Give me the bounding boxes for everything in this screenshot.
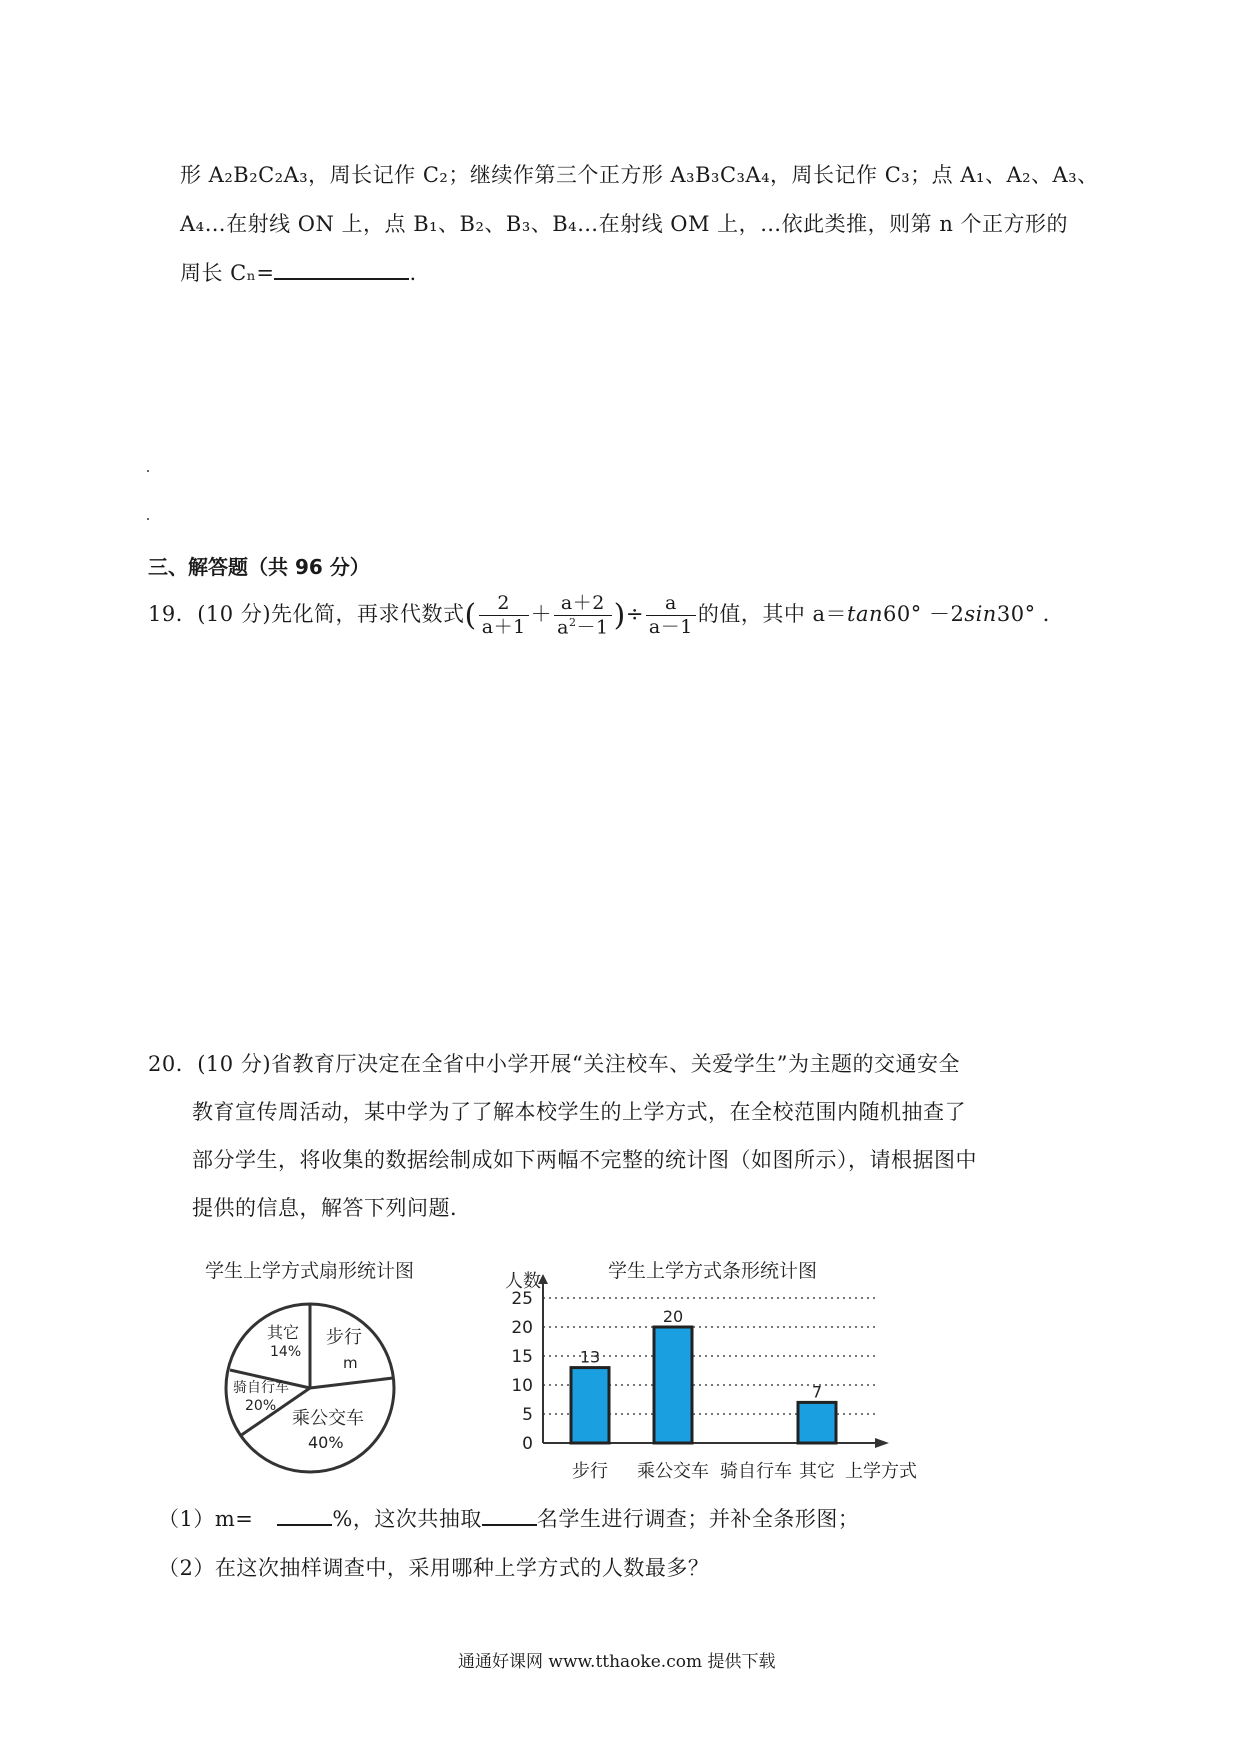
bar-data-label: 20 <box>662 1307 684 1326</box>
fraction-2-numerator: a＋2 <box>560 592 605 614</box>
section-heading-text: 三、解答题（共 96 分） <box>148 555 370 579</box>
problem19-end: ． <box>1035 601 1065 626</box>
q1-part-a: （1）m= <box>158 1507 254 1531</box>
bar <box>571 1368 609 1443</box>
bar-chart-title-text: 学生上学方式条形统计图 <box>608 1260 818 1282</box>
division-sign: ÷ <box>625 601 644 626</box>
q2-text: （2）在这次抽样调查中，采用哪种上学方式的人数最多？ <box>158 1556 710 1580</box>
problem19-prefix: (10 分)先化简，再求代数式 <box>197 601 465 626</box>
bar-chart-ylabel: 人数 <box>505 1271 541 1292</box>
problem20-q2 <box>158 1552 709 1582</box>
fraction-1 <box>479 592 529 639</box>
footer-text: 通通好课网 www.tthaoke.com 提供下载 <box>458 1652 776 1672</box>
answer-blank-m <box>277 1508 332 1526</box>
problem18-line2-text: A₄…在射线 ON 上，点 B₁、B₂、B₃、B₄…在射线 OM 上，…依此类推，则第 n 个正方形的 <box>180 212 1069 236</box>
answer-blank <box>274 262 409 280</box>
y-tick-label: 0 <box>522 1434 533 1454</box>
problem20-line1 <box>148 1048 960 1078</box>
y-tick-label: 20 <box>511 1318 533 1338</box>
problem19-suffix: 的值，其中 a＝ <box>697 601 848 626</box>
problem20-q1 <box>158 1503 859 1533</box>
problem20-line3 <box>192 1144 977 1174</box>
answer-blank-total <box>482 1508 537 1526</box>
sin-argument: 30° <box>996 601 1036 626</box>
bar <box>654 1327 692 1443</box>
pie-slice-label-bike: 骑自行车 <box>233 1380 289 1396</box>
bar <box>798 1402 836 1443</box>
pie-slice-label-walk: 步行 <box>326 1327 362 1348</box>
bar-data-label: 7 <box>811 1382 823 1402</box>
x-category-label: 步行 <box>572 1461 608 1482</box>
pie-slice-value-other: 14% <box>270 1344 302 1360</box>
tan-argument: 60° <box>883 601 922 626</box>
fraction-1-numerator: 2 <box>497 592 510 615</box>
problem20-number: 20． <box>148 1052 198 1076</box>
fraction-3 <box>646 592 696 639</box>
x-axis-arrow <box>875 1438 889 1448</box>
problem19 <box>148 592 1064 639</box>
x-category-label: 乘公交车 <box>637 1461 709 1482</box>
tan-function: tan <box>847 601 884 626</box>
fraction-2-denominator <box>554 615 611 639</box>
problem18-line2 <box>180 208 1068 238</box>
problem19-number: 19． <box>148 601 198 626</box>
pie-slice-value-bus: 40% <box>308 1433 344 1452</box>
close-paren: ) <box>613 597 626 633</box>
fraction-2 <box>554 592 611 639</box>
y-tick-label: 25 <box>511 1289 533 1309</box>
y-tick-label: 15 <box>511 1347 533 1367</box>
fraction-2-den-base: a <box>557 616 569 639</box>
pie-chart-title-text: 学生上学方式扇形统计图 <box>205 1260 415 1282</box>
problem20-line2 <box>192 1096 966 1126</box>
minus-two: －2 <box>921 601 965 626</box>
section-heading <box>148 551 370 580</box>
problem20-line4 <box>192 1192 472 1222</box>
pie-slice-value-bike: 20% <box>245 1398 277 1414</box>
fraction-3-denominator: a－1 <box>646 615 696 639</box>
open-paren: ( <box>464 597 477 633</box>
footer <box>458 1647 775 1672</box>
problem18-perimeter-label: 周长 Cₙ= <box>180 261 275 285</box>
pie-slice-label-other: 其它 <box>267 1323 300 1342</box>
bar-data-label: 13 <box>579 1347 601 1367</box>
plus-sign: ＋ <box>530 601 553 626</box>
x-category-label: 其它 <box>799 1461 835 1482</box>
pie-chart-title <box>205 1256 414 1283</box>
problem20-line4-text: 提供的信息，解答下列问题． <box>192 1196 472 1220</box>
q1-part-c: 名学生进行调查；并补全条形图； <box>536 1507 860 1531</box>
problem20-line3-text: 部分学生，将收集的数据绘制成如下两幅不完整的统计图（如图所示），请根据图中 <box>192 1148 977 1172</box>
fraction-2-den-exponent: 2 <box>569 615 577 629</box>
problem18-line1 <box>180 159 1099 189</box>
pie-slice-label-bus: 乘公交车 <box>292 1408 364 1429</box>
scan-dot <box>147 518 149 520</box>
scan-dot <box>147 470 149 472</box>
problem18-line1-text: 形 A₂B₂C₂A₃，周长记作 C₂；继续作第三个正方形 A₃B₃C₃A₄，周长记作 C₃；点 A₁、A₂、A₃、 <box>180 163 1099 187</box>
fraction-3-numerator: a <box>664 592 677 615</box>
q1-part-b: %，这次共抽取 <box>332 1507 482 1531</box>
bar-chart <box>505 1260 935 1485</box>
sin-function: sin <box>964 601 997 626</box>
y-tick-label: 10 <box>511 1376 533 1396</box>
bar-chart-xlabel: 上学方式 <box>845 1461 917 1482</box>
pie-slice-value-walk: m <box>343 1354 358 1372</box>
x-category-label: 骑自行车 <box>720 1461 792 1482</box>
problem18-period: . <box>409 261 417 285</box>
fraction-1-denominator: a＋1 <box>479 615 529 639</box>
y-tick-label: 5 <box>522 1405 533 1425</box>
fraction-2-den-rest: －1 <box>576 616 609 639</box>
problem20-line1-text: (10 分)省教育厅决定在全省中小学开展“关注校车、关爱学生”为主题的交通安全 <box>197 1052 960 1076</box>
problem18-line3 <box>180 257 417 287</box>
problem20-line2-text: 教育宣传周活动，某中学为了了解本校学生的上学方式，在全校范围内随机抽查了 <box>192 1100 966 1124</box>
pie-chart <box>200 1286 410 1486</box>
